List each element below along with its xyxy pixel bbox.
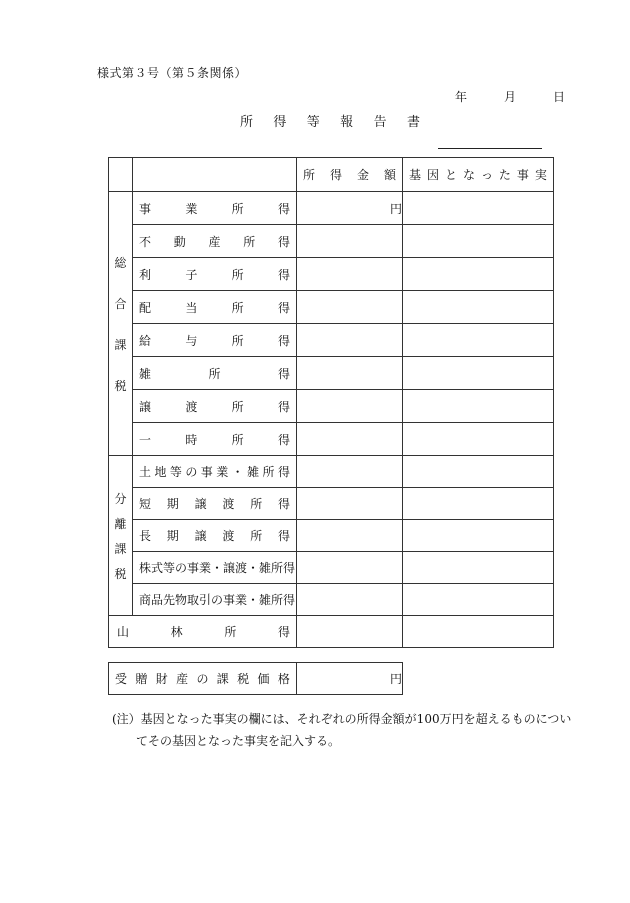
group-label-char: 税 — [114, 566, 127, 581]
amount-cell[interactable] — [297, 225, 403, 258]
label-char: の — [196, 672, 209, 686]
amount-cell[interactable] — [297, 423, 403, 456]
income-type-cell — [133, 258, 297, 291]
cause-cell[interactable] — [403, 456, 554, 488]
label-char: 譲 — [194, 529, 207, 543]
amount-cell[interactable] — [297, 390, 403, 423]
header-char: 額 — [383, 168, 396, 182]
cause-cell[interactable] — [403, 192, 554, 225]
form-number: 様式第３号（第５条関係） — [97, 66, 248, 80]
label-char: 所 — [250, 497, 263, 511]
income-row — [109, 488, 554, 520]
income-table — [108, 157, 554, 648]
label-char: 雑 — [247, 465, 260, 479]
cause-cell[interactable] — [403, 390, 554, 423]
cause-cell[interactable] — [403, 423, 554, 456]
amount-cell[interactable] — [297, 552, 403, 584]
title-char: 等 — [306, 115, 320, 130]
label-char: 得 — [277, 333, 290, 348]
label-char: 得 — [277, 399, 290, 414]
label-char: 価 — [257, 672, 270, 686]
header-char: 事 — [516, 168, 529, 182]
group-label-cell — [109, 456, 133, 616]
gift-label — [109, 670, 296, 687]
label-char: ・ — [231, 465, 244, 479]
amount-cell[interactable] — [297, 291, 403, 324]
income-type-cell — [133, 324, 297, 357]
label-char: 譲 — [139, 399, 152, 414]
group-label-char: 合 — [114, 296, 127, 311]
income-type-cell — [133, 291, 297, 324]
label-char: 事 — [200, 465, 213, 479]
label-char: 格 — [277, 672, 290, 686]
cause-cell[interactable] — [403, 291, 554, 324]
cause-cell[interactable] — [403, 357, 554, 390]
header-char: た — [498, 168, 511, 182]
label-char: 得 — [277, 366, 290, 381]
group-label-cell — [109, 192, 133, 456]
header-char: 金 — [356, 168, 369, 182]
label-char: 産 — [208, 234, 221, 249]
label-char: 渡 — [222, 529, 235, 543]
income-row — [109, 552, 554, 584]
label-char: 事 — [139, 201, 152, 216]
income-type-cell — [133, 225, 297, 258]
amount-cell[interactable] — [297, 488, 403, 520]
label-char: 株式等の事業・譲渡・雑所得 — [139, 561, 296, 575]
header-char: っ — [480, 168, 493, 182]
label-char: 業 — [185, 201, 198, 216]
label-char: 受 — [115, 672, 128, 686]
label-char: 得 — [277, 201, 290, 216]
label-char: 給 — [139, 333, 152, 348]
label-char: 時 — [185, 432, 198, 447]
amount-cell[interactable]: 円 — [297, 192, 403, 225]
label-char: 林 — [170, 625, 183, 639]
label-char: 税 — [237, 672, 250, 686]
label-char: 等 — [169, 465, 182, 479]
date-day-char: 日 — [552, 90, 565, 104]
header-char: 所 — [303, 168, 316, 182]
header-char: 基 — [409, 168, 422, 182]
cause-cell[interactable] — [403, 552, 554, 584]
label-char: 産 — [176, 672, 189, 686]
income-row — [109, 258, 554, 291]
signature-underline[interactable] — [438, 148, 542, 149]
date-month-char: 月 — [503, 90, 516, 104]
amount-cell[interactable] — [297, 616, 403, 648]
income-type-cell — [133, 357, 297, 390]
label-char: 与 — [185, 333, 198, 348]
label-char: 得 — [277, 267, 290, 282]
label-char: 当 — [185, 300, 198, 315]
group-label-char: 課 — [114, 541, 127, 556]
label-char: 得 — [277, 300, 290, 315]
group-label-char: 総 — [114, 255, 127, 270]
group-label-char: 分 — [114, 491, 127, 506]
income-row — [109, 584, 554, 616]
income-row — [109, 225, 554, 258]
label-char: 得 — [277, 465, 290, 479]
income-type-cell — [133, 192, 297, 225]
label-char: 期 — [166, 497, 179, 511]
date-line — [455, 88, 565, 105]
cause-cell[interactable] — [403, 324, 554, 357]
income-row — [109, 291, 554, 324]
document-title — [240, 111, 420, 130]
label-char: 得 — [277, 529, 290, 543]
footnote-line-2: てその基因となった事実を記入する。 — [136, 734, 341, 748]
label-char: 渡 — [222, 497, 235, 511]
label-char: 配 — [139, 300, 152, 315]
cause-cell[interactable] — [403, 258, 554, 291]
label-char: 得 — [277, 497, 290, 511]
amount-cell[interactable] — [297, 520, 403, 552]
amount-cell[interactable] — [297, 584, 403, 616]
income-row — [109, 192, 554, 225]
label-char: 子 — [185, 267, 198, 282]
date-year-char: 年 — [455, 90, 468, 104]
income-type-cell — [133, 552, 297, 584]
title-char: 告 — [373, 115, 387, 130]
header-char: と — [444, 168, 457, 182]
amount-header — [297, 158, 403, 192]
label-char: 長 — [139, 529, 152, 543]
title-char: 得 — [273, 115, 287, 130]
label-char: 地 — [154, 465, 167, 479]
income-row — [109, 357, 554, 390]
title-char: 報 — [340, 115, 354, 130]
amount-cell[interactable] — [297, 456, 403, 488]
gift-property-table — [108, 662, 403, 695]
label-char: 所 — [231, 267, 244, 282]
cause-header — [403, 158, 554, 192]
label-char: 所 — [231, 300, 244, 315]
gift-row — [109, 663, 403, 695]
label-char: 業 — [216, 465, 229, 479]
income-row — [109, 423, 554, 456]
label-char: 不 — [139, 234, 152, 249]
income-row — [109, 324, 554, 357]
title-char: 所 — [240, 115, 254, 130]
cause-cell[interactable] — [403, 488, 554, 520]
income-row — [109, 456, 554, 488]
corner-cell — [109, 158, 133, 192]
label-char: 雑 — [139, 366, 152, 381]
income-row — [109, 520, 554, 552]
label-char: 得 — [277, 432, 290, 447]
label-char: 得 — [277, 234, 290, 249]
label-char: 所 — [231, 201, 244, 216]
gift-amount-cell[interactable]: 円 — [297, 663, 403, 695]
income-type-cell — [133, 488, 297, 520]
income-type-cell — [133, 584, 297, 616]
income-type-cell — [133, 456, 297, 488]
gift-label-cell — [109, 663, 297, 695]
forest-income-row — [109, 616, 554, 648]
label-char: 山 — [117, 625, 130, 639]
label-char: 所 — [231, 432, 244, 447]
header-char: 実 — [534, 168, 547, 182]
group-label-char: 税 — [114, 378, 127, 393]
income-type-cell — [133, 423, 297, 456]
label-char: 期 — [166, 529, 179, 543]
title-char: 書 — [406, 115, 420, 130]
label-char: 所 — [262, 465, 275, 479]
cause-cell[interactable] — [403, 616, 554, 648]
header-row — [109, 158, 554, 192]
income-type-cell — [133, 390, 297, 423]
label-char: 譲 — [194, 497, 207, 511]
forest-income-label-cell — [109, 616, 297, 648]
label-char: 短 — [139, 497, 152, 511]
header-char: 得 — [329, 168, 342, 182]
label-char: 渡 — [185, 399, 198, 414]
item-header-cell — [133, 158, 297, 192]
header-char: な — [462, 168, 475, 182]
label-char: 利 — [139, 267, 152, 282]
cause-cell[interactable] — [403, 225, 554, 258]
label-char: 所 — [224, 625, 237, 639]
label-char: 商品先物取引の事業・雑所得 — [139, 593, 296, 607]
label-char: 所 — [208, 366, 221, 381]
label-char: 所 — [231, 333, 244, 348]
cause-cell[interactable] — [403, 520, 554, 552]
amount-cell[interactable] — [297, 357, 403, 390]
group-label-char: 課 — [114, 337, 127, 352]
label-char: 得 — [277, 625, 290, 639]
label-char: 動 — [173, 234, 186, 249]
amount-cell[interactable] — [297, 258, 403, 291]
income-row — [109, 390, 554, 423]
label-char: 所 — [243, 234, 256, 249]
label-char: 贈 — [135, 672, 148, 686]
label-char: 所 — [250, 529, 263, 543]
group-label-char: 離 — [114, 516, 127, 531]
amount-cell[interactable] — [297, 324, 403, 357]
label-char: 土 — [139, 465, 152, 479]
header-char: 因 — [426, 168, 439, 182]
label-char: 課 — [216, 672, 229, 686]
footnote-line-1: (注）基因となった事実の欄には、それぞれの所得金額が100万円を超えるものについ — [112, 712, 572, 726]
footnote — [112, 708, 582, 752]
cause-cell[interactable] — [403, 584, 554, 616]
label-char: 一 — [139, 432, 152, 447]
label-char: 財 — [155, 672, 168, 686]
income-type-cell — [133, 520, 297, 552]
label-char: の — [185, 465, 198, 479]
label-char: 所 — [231, 399, 244, 414]
